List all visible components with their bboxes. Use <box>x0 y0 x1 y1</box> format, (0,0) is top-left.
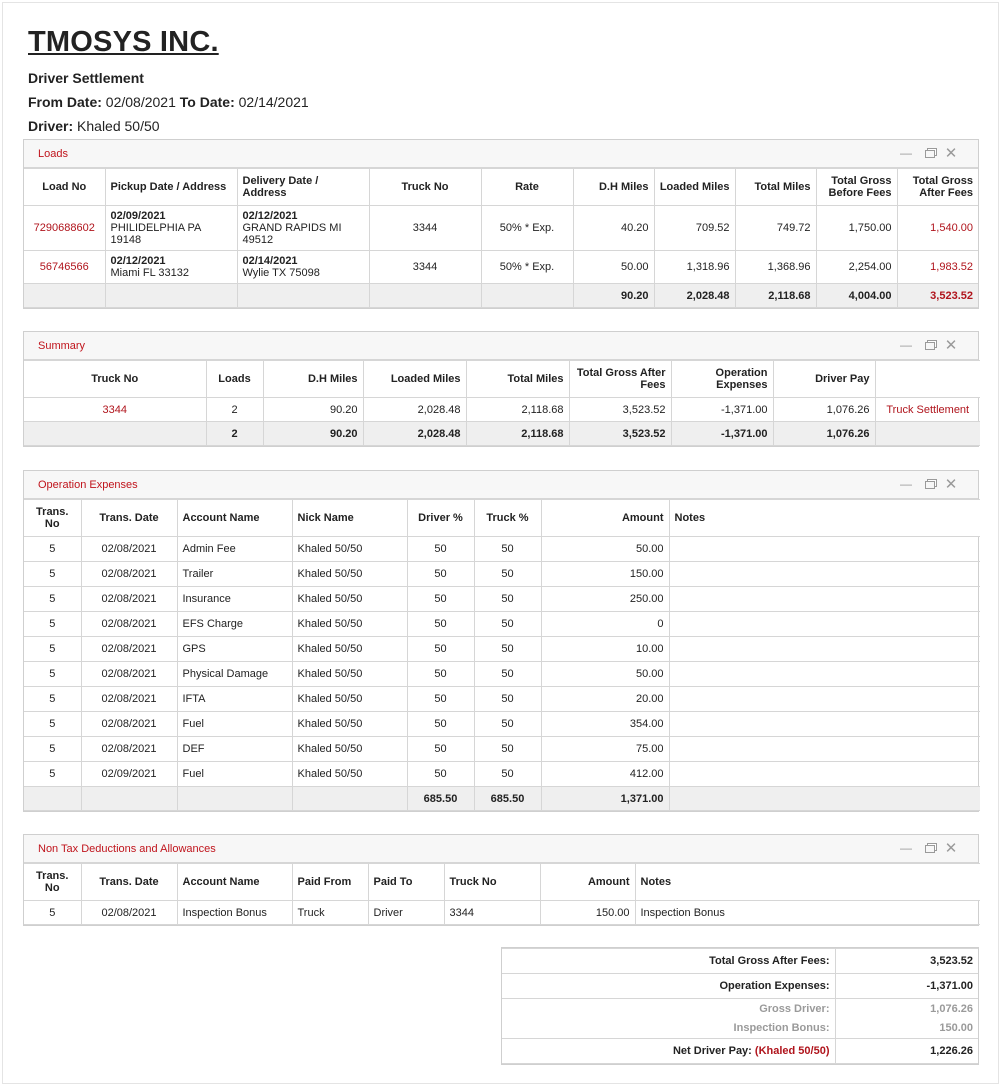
notes <box>669 612 980 637</box>
empty-cell <box>292 787 407 811</box>
driver-percent: 50 <box>407 762 474 787</box>
minimize-icon[interactable]: — <box>900 477 912 491</box>
notes <box>669 737 980 762</box>
report-title: Driver Settlement <box>28 70 144 86</box>
expenses-header-row <box>24 500 980 537</box>
gross-after-fees: 1,983.52 <box>897 251 978 284</box>
driver-percent: 50 <box>407 687 474 712</box>
table-row <box>24 398 980 422</box>
delivery-address: GRAND RAPIDS MI 49512 <box>242 222 342 246</box>
expenses-body <box>24 537 980 787</box>
column-header: Truck No <box>24 361 206 398</box>
column-header: Operation Expenses <box>671 361 773 398</box>
amount: 0 <box>541 612 669 637</box>
gross-driver-row <box>502 999 978 1019</box>
gross-before-fees: 2,254.00 <box>816 251 897 284</box>
column-header: Rate <box>481 169 573 206</box>
trans-no: 5 <box>24 687 81 712</box>
empty-cell <box>24 422 206 446</box>
loads-total-row <box>24 284 978 308</box>
amount: 75.00 <box>541 737 669 762</box>
minimize-icon[interactable]: — <box>900 841 912 855</box>
amount: 412.00 <box>541 762 669 787</box>
summary-panel <box>23 331 979 447</box>
restore-icon[interactable] <box>925 342 935 350</box>
total-driver-percent: 685.50 <box>407 787 474 811</box>
load-number-link[interactable]: 7290688602 <box>24 206 105 251</box>
column-header: Paid From <box>292 864 368 901</box>
table-row <box>24 712 980 737</box>
table-row <box>24 562 980 587</box>
amount: 354.00 <box>541 712 669 737</box>
column-header: Trans. Date <box>81 864 177 901</box>
truck-percent: 50 <box>474 687 541 712</box>
loaded-miles: 709.52 <box>654 206 735 251</box>
account-name: Fuel <box>177 762 292 787</box>
driver-label: Driver: <box>28 118 74 134</box>
truck-percent: 50 <box>474 712 541 737</box>
driver-name: Khaled 50/50 <box>77 118 160 134</box>
amount: 20.00 <box>541 687 669 712</box>
nick-name: Khaled 50/50 <box>292 637 407 662</box>
trans-no: 5 <box>24 737 81 762</box>
account-name: Trailer <box>177 562 292 587</box>
trans-date: 02/08/2021 <box>81 562 177 587</box>
expenses-row <box>502 974 978 999</box>
delivery-date: 02/12/2021 <box>242 210 298 222</box>
rate: 50% * Exp. <box>481 251 573 284</box>
pickup-cell <box>105 251 237 284</box>
nick-name: Khaled 50/50 <box>292 687 407 712</box>
total-dh-miles: 90.20 <box>573 284 654 308</box>
minimize-icon[interactable]: — <box>900 338 912 352</box>
expenses-table <box>24 499 980 811</box>
trans-date: 02/08/2021 <box>81 637 177 662</box>
summary-panel-header <box>24 332 978 360</box>
dh-miles: 50.00 <box>573 251 654 284</box>
trans-date: 02/08/2021 <box>81 537 177 562</box>
dh-miles: 90.20 <box>263 398 363 422</box>
column-header: Trans. Date <box>81 500 177 537</box>
empty-cell <box>669 787 980 811</box>
summary-total-row <box>24 422 980 446</box>
column-header: Notes <box>635 864 980 901</box>
empty-cell <box>369 284 481 308</box>
trans-no: 5 <box>24 612 81 637</box>
column-header: Total Gross After Fees <box>569 361 671 398</box>
trans-date: 02/08/2021 <box>81 662 177 687</box>
nick-name: Khaled 50/50 <box>292 737 407 762</box>
inspection-bonus-label: Inspection Bonus: <box>502 1019 835 1039</box>
amount: 250.00 <box>541 587 669 612</box>
table-row <box>24 612 980 637</box>
nick-name: Khaled 50/50 <box>292 612 407 637</box>
truck-percent: 50 <box>474 737 541 762</box>
total-dh-miles: 90.20 <box>263 422 363 446</box>
gross-driver-label: Gross Driver: <box>502 999 835 1019</box>
close-icon[interactable]: ✕ <box>944 476 958 493</box>
company-title: TMOSYS INC. <box>28 26 219 58</box>
column-header: Truck No <box>369 169 481 206</box>
total-truck-percent: 685.50 <box>474 787 541 811</box>
column-header: Pickup Date / Address <box>105 169 237 206</box>
pickup-address: PHILIDELPHIA PA 19148 <box>110 222 201 246</box>
total-driver-pay: 1,076.26 <box>773 422 875 446</box>
column-header: Total Miles <box>735 169 816 206</box>
to-date-value: 02/14/2021 <box>238 94 309 110</box>
gross-after-fees: 3,523.52 <box>569 398 671 422</box>
account-name: Insurance <box>177 587 292 612</box>
truck-percent: 50 <box>474 537 541 562</box>
column-header: Amount <box>540 864 635 901</box>
account-name: DEF <box>177 737 292 762</box>
driver-line <box>28 118 160 134</box>
delivery-cell <box>237 206 369 251</box>
total-gross-after: 3,523.52 <box>897 284 978 308</box>
loads-panel-header <box>24 140 978 168</box>
driver-percent: 50 <box>407 587 474 612</box>
net-pay-value: 1,226.26 <box>835 1039 978 1064</box>
minimize-icon[interactable]: — <box>900 146 912 160</box>
trans-no: 5 <box>24 537 81 562</box>
date-range <box>28 94 309 110</box>
truck-percent: 50 <box>474 662 541 687</box>
nick-name: Khaled 50/50 <box>292 587 407 612</box>
pickup-address: Miami FL 33132 <box>110 267 189 279</box>
notes <box>669 662 980 687</box>
operation-expenses: -1,371.00 <box>671 398 773 422</box>
gross-row <box>502 949 978 974</box>
loads-panel <box>23 139 979 309</box>
truck-percent: 50 <box>474 637 541 662</box>
table-row <box>24 537 980 562</box>
deductions-panel-header <box>24 835 978 863</box>
empty-cell <box>237 284 369 308</box>
load-number-link[interactable]: 56746566 <box>24 251 105 284</box>
loads-table <box>24 168 978 308</box>
pickup-cell <box>105 206 237 251</box>
column-header: Account Name <box>177 864 292 901</box>
column-header: Trans. No <box>24 864 81 901</box>
account-name: IFTA <box>177 687 292 712</box>
expenses-panel <box>23 470 979 812</box>
column-header: Total Gross After Fees <box>897 169 978 206</box>
total-loaded-miles: 2,028.48 <box>363 422 466 446</box>
total-amount: 1,371.00 <box>541 787 669 811</box>
amount: 150.00 <box>541 562 669 587</box>
total-miles: 2,118.68 <box>466 398 569 422</box>
rate: 50% * Exp. <box>481 206 573 251</box>
deductions-table <box>24 863 980 925</box>
driver-percent: 50 <box>407 737 474 762</box>
truck-percent: 50 <box>474 562 541 587</box>
empty-cell <box>24 284 105 308</box>
column-header: Driver Pay <box>773 361 875 398</box>
trans-date: 02/08/2021 <box>81 901 177 925</box>
table-row <box>24 901 980 925</box>
pickup-date: 02/09/2021 <box>110 210 166 222</box>
restore-icon[interactable] <box>925 845 935 853</box>
notes <box>669 712 980 737</box>
truck-settlement-link[interactable]: Truck Settlement <box>875 398 980 422</box>
truck-percent: 50 <box>474 762 541 787</box>
notes <box>669 637 980 662</box>
trans-no: 5 <box>24 901 81 925</box>
close-icon[interactable]: ✕ <box>944 145 958 162</box>
table-row <box>24 206 978 251</box>
truck-number-link[interactable]: 3344 <box>24 398 206 422</box>
net-pay-label-cell <box>502 1039 835 1064</box>
account-name: Inspection Bonus <box>177 901 292 925</box>
trans-date: 02/08/2021 <box>81 737 177 762</box>
trans-no: 5 <box>24 562 81 587</box>
column-header: Total Gross Before Fees <box>816 169 897 206</box>
delivery-address: Wylie TX 75098 <box>242 267 320 279</box>
deductions-panel <box>23 834 979 926</box>
table-row <box>24 662 980 687</box>
trans-date: 02/08/2021 <box>81 612 177 637</box>
gross-driver-value: 1,076.26 <box>835 999 978 1019</box>
total-gross-after: 3,523.52 <box>569 422 671 446</box>
account-name: EFS Charge <box>177 612 292 637</box>
net-pay-driver: (Khaled 50/50) <box>754 1045 830 1057</box>
empty-cell <box>481 284 573 308</box>
nick-name: Khaled 50/50 <box>292 537 407 562</box>
account-name: Admin Fee <box>177 537 292 562</box>
summary-table <box>24 360 980 446</box>
truck-percent: 50 <box>474 612 541 637</box>
settlement-totals <box>501 947 979 1065</box>
restore-icon[interactable] <box>925 481 935 489</box>
driver-percent: 50 <box>407 662 474 687</box>
column-header: Truck No <box>444 864 540 901</box>
total-loaded-miles: 2,028.48 <box>654 284 735 308</box>
truck-no: 3344 <box>369 251 481 284</box>
notes <box>669 687 980 712</box>
column-header: D.H Miles <box>573 169 654 206</box>
trans-date: 02/08/2021 <box>81 587 177 612</box>
table-row <box>24 587 980 612</box>
account-name: Physical Damage <box>177 662 292 687</box>
empty-cell <box>875 422 980 446</box>
net-pay-label: Net Driver Pay: <box>672 1045 752 1057</box>
trans-no: 5 <box>24 662 81 687</box>
notes <box>669 537 980 562</box>
to-date-label: To Date: <box>179 94 235 110</box>
paid-to: Driver <box>368 901 444 925</box>
net-pay-row <box>502 1039 978 1064</box>
truck-percent: 50 <box>474 587 541 612</box>
trans-no: 5 <box>24 587 81 612</box>
account-name: GPS <box>177 637 292 662</box>
total-gross-label: Total Gross After Fees: <box>502 949 835 974</box>
summary-panel-title: Summary <box>38 340 86 352</box>
driver-pay: 1,076.26 <box>773 398 875 422</box>
account-name: Fuel <box>177 712 292 737</box>
deductions-header-row <box>24 864 980 901</box>
column-header: Driver % <box>407 500 474 537</box>
column-header: Trans. No <box>24 500 81 537</box>
total-miles: 749.72 <box>735 206 816 251</box>
operation-expenses-label: Operation Expenses: <box>502 974 835 999</box>
nick-name: Khaled 50/50 <box>292 662 407 687</box>
trans-date: 02/09/2021 <box>81 762 177 787</box>
column-header: Account Name <box>177 500 292 537</box>
total-total-miles: 2,118.68 <box>466 422 569 446</box>
column-header: Nick Name <box>292 500 407 537</box>
column-header: Load No <box>24 169 105 206</box>
column-header: D.H Miles <box>263 361 363 398</box>
delivery-cell <box>237 251 369 284</box>
total-expenses: -1,371.00 <box>671 422 773 446</box>
deductions-panel-title: Non Tax Deductions and Allowances <box>38 843 216 855</box>
trans-no: 5 <box>24 762 81 787</box>
column-header: Loaded Miles <box>654 169 735 206</box>
driver-percent: 50 <box>407 537 474 562</box>
total-total-miles: 2,118.68 <box>735 284 816 308</box>
nick-name: Khaled 50/50 <box>292 762 407 787</box>
trans-no: 5 <box>24 637 81 662</box>
truck-no: 3344 <box>444 901 540 925</box>
column-header: Loaded Miles <box>363 361 466 398</box>
loaded-miles: 2,028.48 <box>363 398 466 422</box>
operation-expenses-value: -1,371.00 <box>835 974 978 999</box>
notes <box>669 762 980 787</box>
nick-name: Khaled 50/50 <box>292 712 407 737</box>
from-date-value: 02/08/2021 <box>105 94 176 110</box>
total-gross-before: 4,004.00 <box>816 284 897 308</box>
expenses-panel-title: Operation Expenses <box>38 479 138 491</box>
trans-no: 5 <box>24 712 81 737</box>
notes <box>669 562 980 587</box>
empty-cell <box>24 787 81 811</box>
table-row <box>24 687 980 712</box>
close-icon[interactable]: ✕ <box>944 337 958 354</box>
total-gross-value: 3,523.52 <box>835 949 978 974</box>
amount: 50.00 <box>541 662 669 687</box>
delivery-date: 02/14/2021 <box>242 255 298 267</box>
column-header: Notes <box>669 500 980 537</box>
driver-percent: 50 <box>407 612 474 637</box>
totals-table <box>502 948 978 1064</box>
notes: Inspection Bonus <box>635 901 980 925</box>
expenses-total-row <box>24 787 980 811</box>
table-row <box>24 251 978 284</box>
loaded-miles: 1,318.96 <box>654 251 735 284</box>
table-row <box>24 737 980 762</box>
close-icon[interactable]: ✕ <box>944 840 958 857</box>
driver-percent: 50 <box>407 562 474 587</box>
loads-count: 2 <box>206 398 263 422</box>
paid-from: Truck <box>292 901 368 925</box>
from-date-label: From Date: <box>28 94 102 110</box>
restore-icon[interactable] <box>925 150 935 158</box>
notes <box>669 587 980 612</box>
column-header: Truck % <box>474 500 541 537</box>
column-header: Loads <box>206 361 263 398</box>
pickup-date: 02/12/2021 <box>110 255 166 267</box>
column-header: Amount <box>541 500 669 537</box>
driver-percent: 50 <box>407 712 474 737</box>
table-row <box>24 762 980 787</box>
trans-date: 02/08/2021 <box>81 712 177 737</box>
empty-cell <box>81 787 177 811</box>
empty-cell <box>105 284 237 308</box>
total-miles: 1,368.96 <box>735 251 816 284</box>
column-header <box>875 361 980 398</box>
loads-panel-title: Loads <box>38 148 68 160</box>
truck-no: 3344 <box>369 206 481 251</box>
total-loads: 2 <box>206 422 263 446</box>
amount: 10.00 <box>541 637 669 662</box>
inspection-bonus-value: 150.00 <box>835 1019 978 1039</box>
gross-after-fees: 1,540.00 <box>897 206 978 251</box>
trans-date: 02/08/2021 <box>81 687 177 712</box>
amount: 150.00 <box>540 901 635 925</box>
empty-cell <box>177 787 292 811</box>
expenses-panel-header <box>24 471 978 499</box>
driver-percent: 50 <box>407 637 474 662</box>
dh-miles: 40.20 <box>573 206 654 251</box>
column-header: Paid To <box>368 864 444 901</box>
inspection-bonus-row <box>502 1019 978 1039</box>
table-row <box>24 637 980 662</box>
nick-name: Khaled 50/50 <box>292 562 407 587</box>
summary-header-row <box>24 361 980 398</box>
amount: 50.00 <box>541 537 669 562</box>
loads-header-row <box>24 169 978 206</box>
gross-before-fees: 1,750.00 <box>816 206 897 251</box>
column-header: Delivery Date / Address <box>237 169 369 206</box>
column-header: Total Miles <box>466 361 569 398</box>
